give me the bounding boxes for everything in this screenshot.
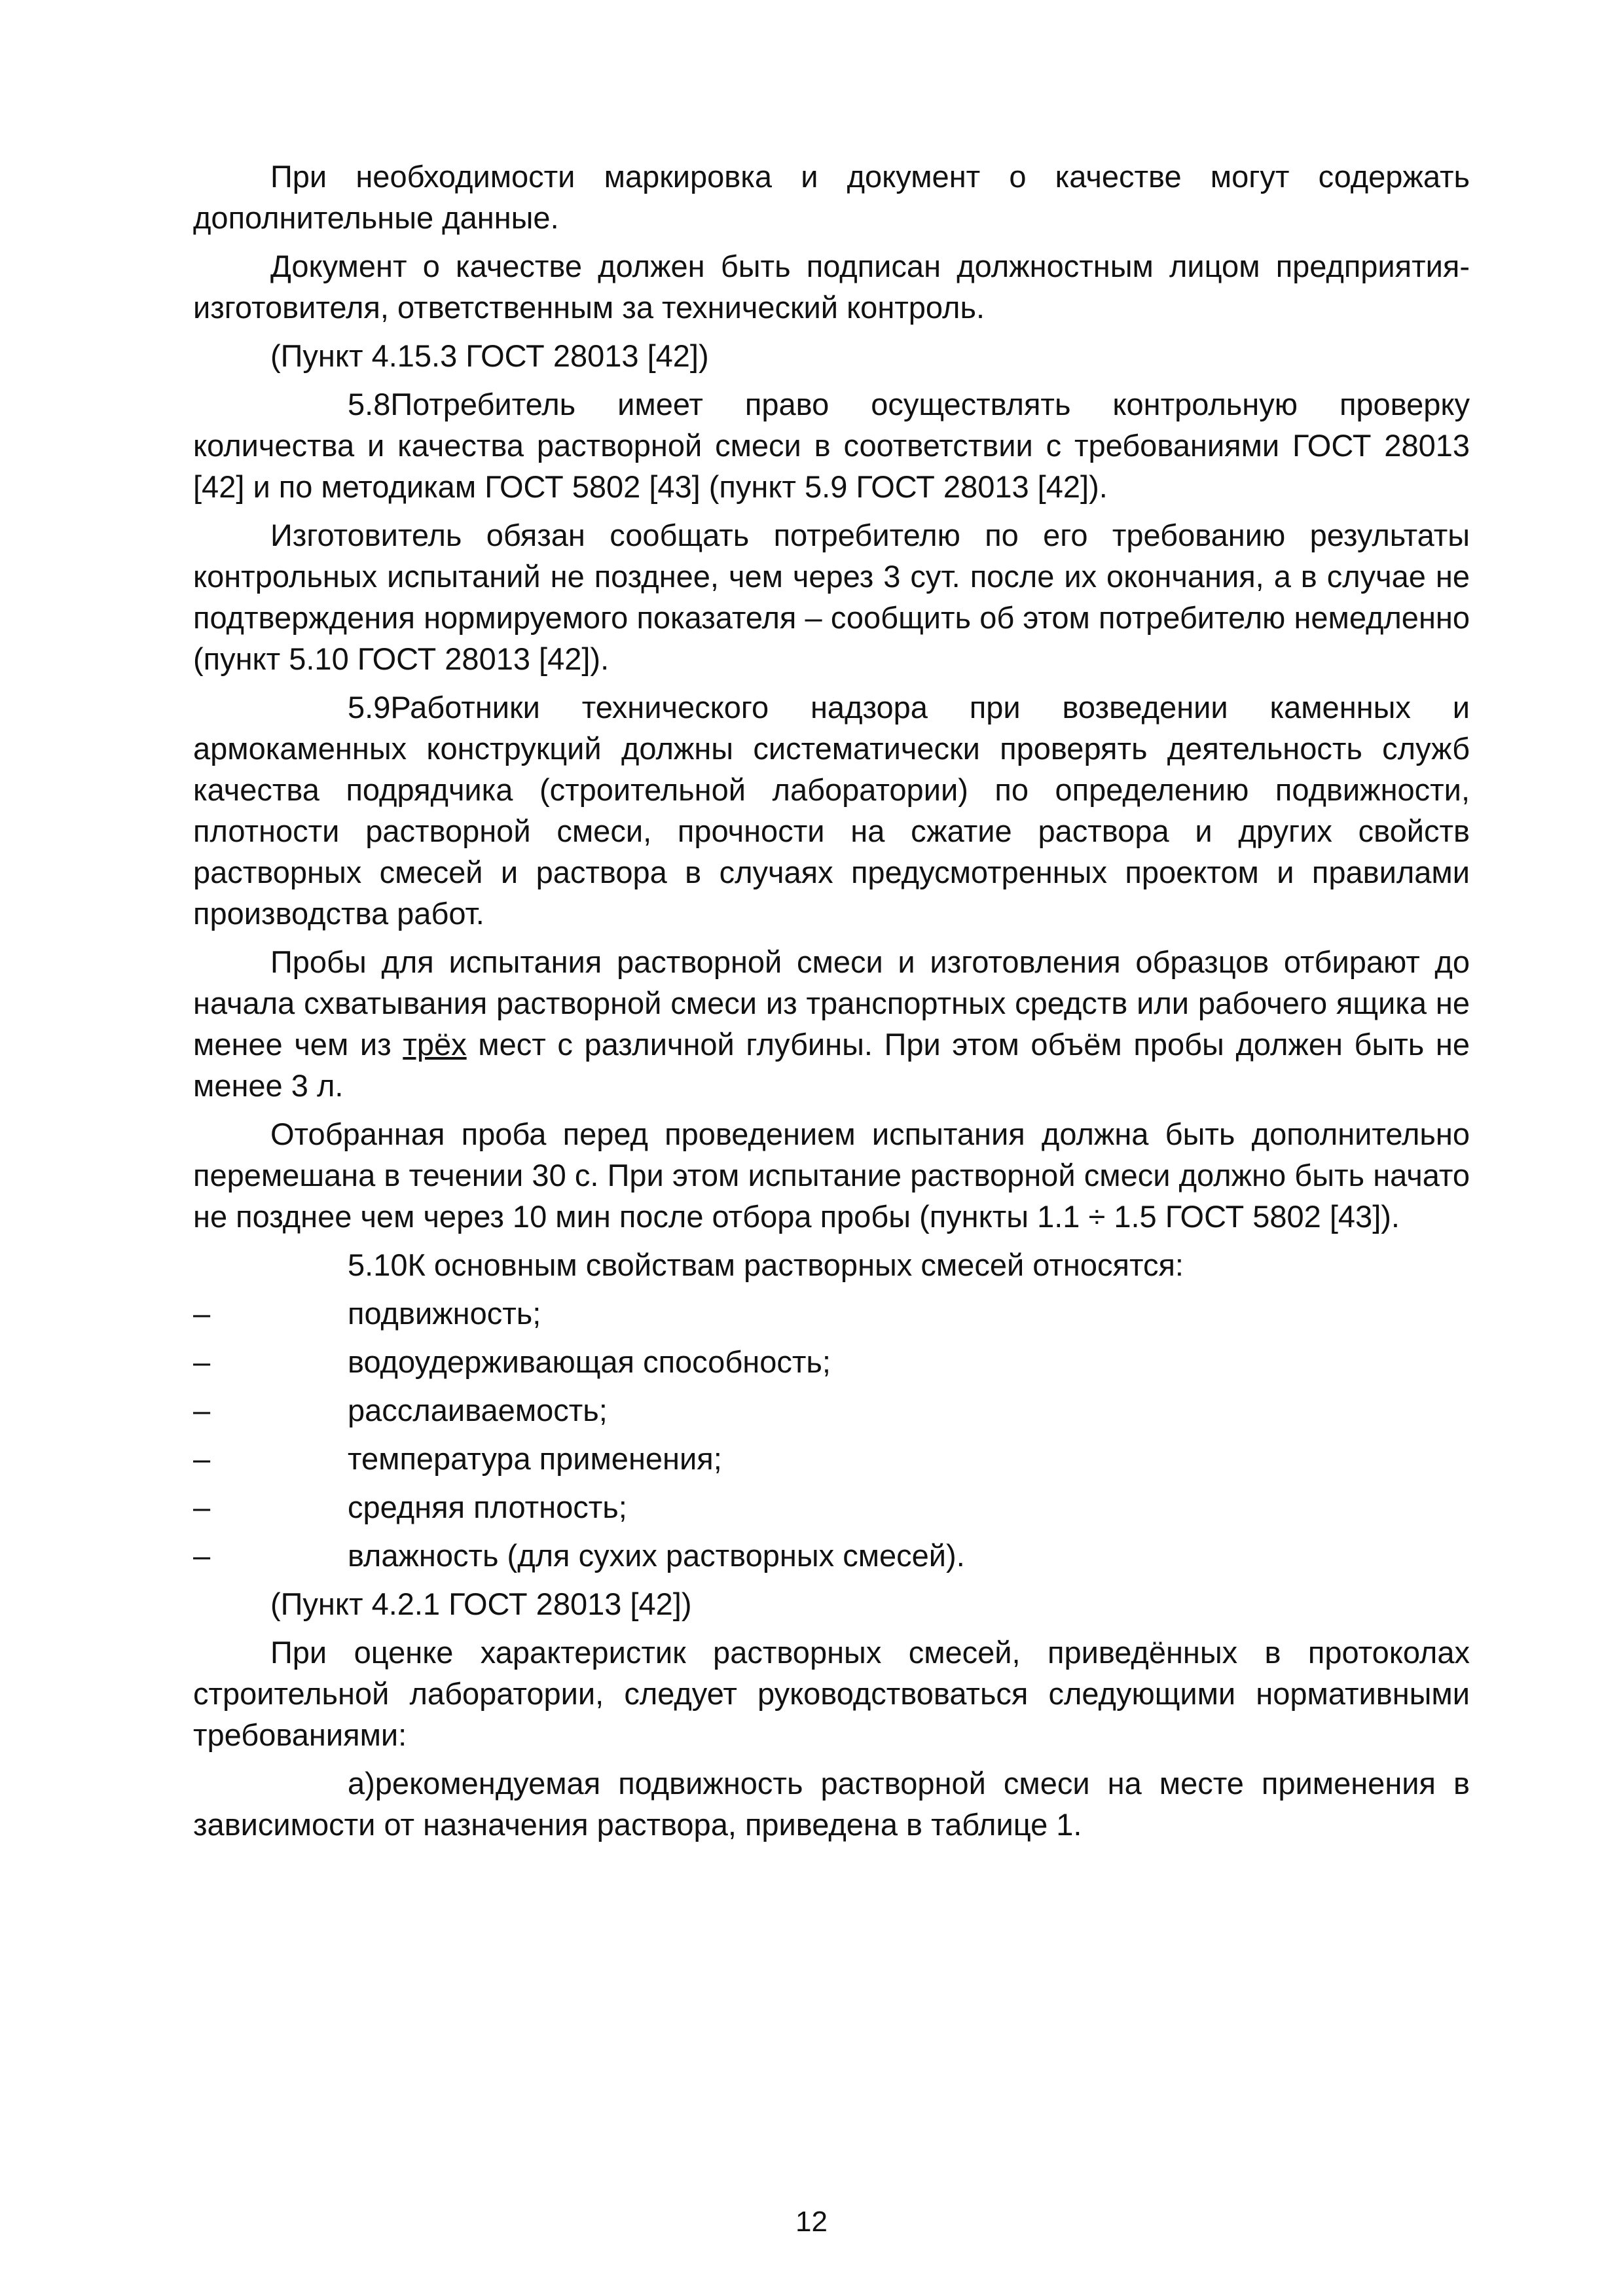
clause-number: 5.9 [348, 690, 391, 725]
sampling-text-start: Пробы для испытания растворной смеси и изготовления образцов отбирают до начала схватывания растворной смеси из транспортных средств или рабочего ящика не менее чем из [193, 944, 1470, 1062]
dash-marker: – [193, 1393, 211, 1427]
paragraph-evaluation-requirements: При оценке характеристик растворных смесей, приведённых в протоколах строительной лаборатории, следует руководствоваться следующими нормативными требованиями: [193, 1635, 1470, 1752]
clause-number: 5.10 [348, 1247, 408, 1282]
item-marker: а) [348, 1766, 375, 1801]
clause-text: Работники технического надзора при возведении каменных и армокаменных конструкций должны систематически проверять деятельность служб качества подрядчика (строительной лаборатории) по определению подвижности, плотности растворной смеси, прочности на сжатие раствора и других свойств растворных смесей и раствора в случаях предусмотренных проектом и правилами производства работ. [193, 690, 1470, 931]
list-item-text: средняя плотность; [348, 1490, 627, 1524]
dash-marker: – [193, 1441, 211, 1476]
paragraph-item-a [193, 1763, 1470, 1845]
paragraph-manufacturer-obligation: Изготовитель обязан сообщать потребителю по его требованию результаты контрольных испытаний не позднее, чем через 3 сут. после их окончания, а в случае не подтверждения нормируемого показателя – сообщить об этом потребителю немедленно (пункт 5.10 ГОСТ 28013 [42]). [193, 518, 1470, 676]
sampling-text-end: мест с различной глубины. При этом объём пробы должен быть не менее 3 л. [193, 1027, 1470, 1103]
item-text: рекомендуемая подвижность растворной смеси на месте применения в зависимости от назначения раствора, приведена в таблице 1. [193, 1766, 1470, 1842]
list-item [193, 1293, 1470, 1334]
paragraph-5-9 [193, 687, 1470, 934]
paragraph-reference-4-2-1: (Пункт 4.2.1 ГОСТ 28013 [42]) [270, 1587, 692, 1621]
paragraph-reference-4-15-3: (Пункт 4.15.3 ГОСТ 28013 [42]) [270, 338, 709, 373]
list-item [193, 1535, 1470, 1576]
list-item [193, 1390, 1470, 1431]
properties-list [193, 1293, 1470, 1576]
clause-text: К основным свойствам растворных смесей относятся: [407, 1247, 1184, 1282]
dash-marker: – [193, 1490, 211, 1524]
list-item [193, 1341, 1470, 1382]
list-item-text: расслаиваемость; [348, 1393, 608, 1427]
list-item-text: температура применения; [348, 1441, 722, 1476]
page-body [193, 156, 1470, 1852]
paragraph-marking-data: При необходимости маркировка и документ о качестве могут содержать дополнительные данные. [193, 159, 1470, 235]
dash-marker: – [193, 1344, 211, 1379]
paragraph-sample-mixing: Отобранная проба перед проведением испытания должна быть дополнительно перемешана в течении 30 с. При этом испытание растворной смеси должно быть начато не позднее чем через 10 мин после отбора пробы (пункты 1.1 ÷ 1.5 ГОСТ 5802 [43]). [193, 1117, 1470, 1234]
clause-text: Потребитель имеет право осуществлять контрольную проверку количества и качества растворной смеси в соответствии с требованиями ГОСТ 28013 [42] и по методикам ГОСТ 5802 [43] (пункт 5.9 ГОСТ 28013 [42]). [193, 387, 1470, 504]
clause-number: 5.8 [348, 387, 391, 422]
page-number: 12 [795, 2206, 828, 2238]
list-item-text: водоудерживающая способность; [348, 1344, 831, 1379]
paragraph-5-10 [193, 1244, 1470, 1285]
underlined-word: трёх [403, 1027, 467, 1062]
dash-marker: – [193, 1538, 211, 1573]
list-item [193, 1438, 1470, 1479]
list-item-text: влажность (для сухих растворных смесей). [348, 1538, 965, 1573]
list-item-text: подвижность; [348, 1296, 541, 1331]
paragraph-sampling [193, 941, 1470, 1106]
dash-marker: – [193, 1296, 211, 1331]
list-item [193, 1486, 1470, 1528]
paragraph-5-8 [193, 384, 1470, 507]
paragraph-quality-document: Документ о качестве должен быть подписан должностным лицом предприятия-изготовителя, ответственным за технический контроль. [193, 249, 1470, 325]
